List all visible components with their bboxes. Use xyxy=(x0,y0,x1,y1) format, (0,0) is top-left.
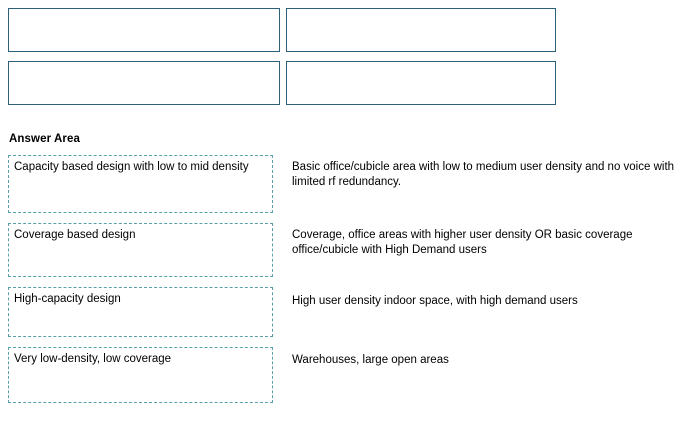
table-row xyxy=(8,287,693,337)
drag-source-box-4[interactable] xyxy=(286,61,556,105)
drag-source-box-1[interactable] xyxy=(8,8,280,52)
table-row xyxy=(8,347,693,403)
drop-target-3[interactable]: High-capacity design xyxy=(8,287,273,337)
table-row xyxy=(8,223,693,277)
answer-area-heading: Answer Area xyxy=(9,133,80,145)
answer-area-table xyxy=(8,155,693,413)
drag-source-row-2 xyxy=(8,61,556,105)
drag-source-area xyxy=(8,8,556,114)
drag-source-row-1 xyxy=(8,8,556,52)
drop-target-2[interactable]: Coverage based design xyxy=(8,223,273,277)
row-description-4: Warehouses, large open areas xyxy=(292,354,449,366)
drop-target-4[interactable]: Very low-density, low coverage xyxy=(8,347,273,403)
row-description-2: Coverage, office areas with higher user density OR basic coverage office/cubicle with High Demand users xyxy=(292,229,633,256)
drop-target-1[interactable]: Capacity based design with low to mid density xyxy=(8,155,273,213)
row-description-3: High user density indoor space, with high demand users xyxy=(292,295,578,307)
drag-source-box-3[interactable] xyxy=(8,61,280,105)
row-description-1: Basic office/cubicle area with low to medium user density and no voice with limited rf redundancy. xyxy=(292,161,675,188)
drag-source-box-2[interactable] xyxy=(286,8,556,52)
table-row xyxy=(8,155,693,213)
